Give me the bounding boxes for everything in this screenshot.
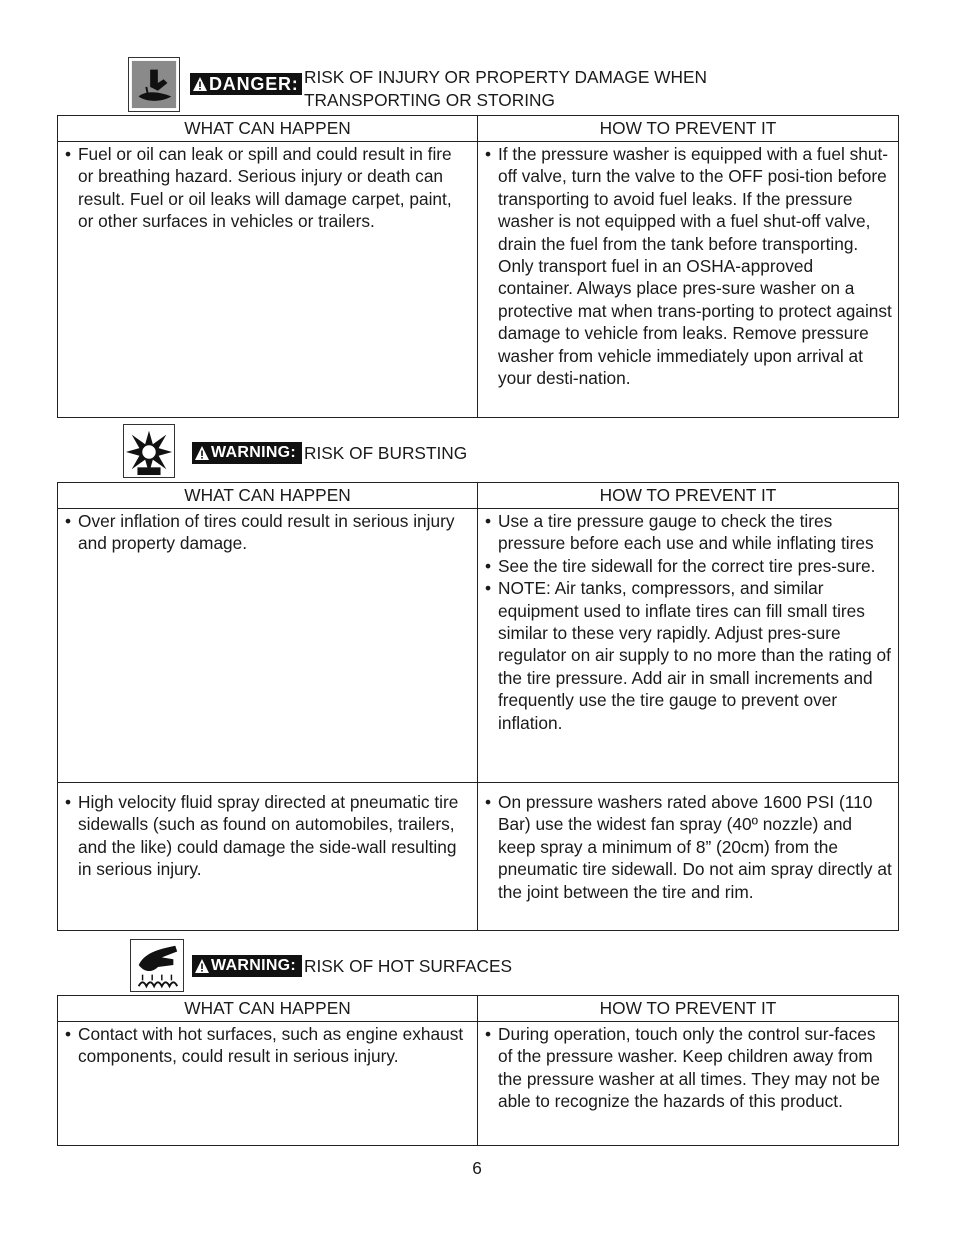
hazard-cell <box>58 142 478 418</box>
bursting-risk-table <box>57 482 899 931</box>
how-to-prevent-header: HOW TO PREVENT IT <box>478 996 899 1022</box>
prevention-item: • On pressure washers rated above 1600 PSI (110 Bar) use the widest fan spray (40º nozzle) and keep spray a minimum of 8” (20cm) from the pneumatic tire sidewall. Do not aim spray directly at the joint between the tire and rim. <box>478 791 892 903</box>
table-row <box>58 783 899 931</box>
page-number: 6 <box>472 1158 482 1178</box>
hazard-item: • Over inflation of tires could result in serious injury and property damage. <box>58 510 469 555</box>
explosion-icon <box>123 424 175 478</box>
warning-triangle-icon <box>193 77 207 91</box>
hot-surfaces-heading: RISK OF HOT SURFACES <box>304 956 513 976</box>
table-header-row <box>58 996 899 1022</box>
prevention-cell <box>478 783 899 931</box>
how-to-prevent-header: HOW TO PREVENT IT <box>478 116 899 142</box>
what-can-happen-header: WHAT CAN HAPPEN <box>58 116 478 142</box>
prevention-item: • See the tire sidewall for the correct tire pres-sure. <box>478 555 892 577</box>
prevention-item: • NOTE: Air tanks, compressors, and similar equipment used to inflate tires can fill small tires similar to these very rapidly. Adjust pres-sure regulator on air supply to no more than the rating of the tire pressure. Add air in small increments and frequently use the tire gauge to prevent over inflation. <box>478 577 892 734</box>
warning-triangle-icon <box>195 446 209 460</box>
transport-risk-table <box>57 115 899 418</box>
danger-signal-word: DANGER: <box>209 74 299 94</box>
prevention-item: • During operation, touch only the control sur-faces of the pressure washer. Keep children away from the pressure washer at all times. They may not be able to recognize the hazards of this product. <box>478 1023 892 1113</box>
warning-signal-word: WARNING: <box>211 444 297 461</box>
what-can-happen-header: WHAT CAN HAPPEN <box>58 483 478 509</box>
hazard-cell <box>58 1022 478 1146</box>
hot-surface-icon <box>130 939 184 992</box>
warning-triangle-icon <box>195 959 209 973</box>
prevention-cell <box>478 1022 899 1146</box>
what-can-happen-header: WHAT CAN HAPPEN <box>58 996 478 1022</box>
hot-surfaces-risk-table <box>57 995 899 1146</box>
table-header-row <box>58 483 899 509</box>
warning-badge <box>192 442 302 464</box>
table-row <box>58 509 899 783</box>
hazard-cell <box>58 509 478 783</box>
prevention-item: • If the pressure washer is equipped with a fuel shut-off valve, turn the valve to the OFF posi-tion before transporting to avoid fuel leaks. If the pressure washer is not equipped with a fuel shut-off valve, drain the fuel from the tank before transporting. Only transport fuel in an OSHA-approved container. Always place pres-sure washer on a protective mat when trans-porting to protect against damage to vehicle from leaks. Remove pressure washer from vehicle immediately upon arrival at your desti-nation. <box>478 143 892 389</box>
how-to-prevent-header: HOW TO PREVENT IT <box>478 483 899 509</box>
prevention-cell <box>478 509 899 783</box>
warning-badge <box>192 955 302 977</box>
hazard-item: • High velocity fluid spray directed at pneumatic tire sidewalls (such as found on automobiles, trailers, and the like) could damage the side-wall resulting in serious injury. <box>58 791 469 881</box>
warning-signal-word: WARNING: <box>211 957 297 974</box>
hazard-item: • Contact with hot surfaces, such as engine exhaust components, could result in serious injury. <box>58 1023 469 1068</box>
danger-heading: RISK OF INJURY OR PROPERTY DAMAGE WHEN TRANSPORTING OR STORING <box>304 67 707 110</box>
table-row <box>58 1022 899 1146</box>
fuel-spill-icon <box>128 57 180 112</box>
prevention-item: • Use a tire pressure gauge to check the tires pressure before each use and while inflating tires <box>478 510 892 555</box>
table-row <box>58 142 899 418</box>
prevention-cell <box>478 142 899 418</box>
danger-badge <box>190 73 302 95</box>
table-header-row <box>58 116 899 142</box>
hazard-cell <box>58 783 478 931</box>
bursting-heading: RISK OF BURSTING <box>304 443 468 463</box>
hazard-item: • Fuel or oil can leak or spill and could result in fire or breathing hazard. Serious injury or death can result. Fuel or oil leaks will damage carpet, paint, or other surfaces in vehicles or trailers. <box>58 143 469 233</box>
